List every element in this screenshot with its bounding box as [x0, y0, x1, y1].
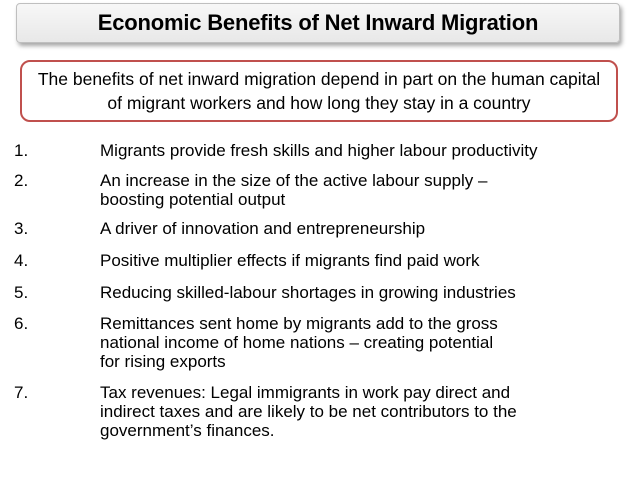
item-number: 4. — [14, 251, 29, 270]
item-number: 6. — [14, 314, 29, 333]
list-item — [0, 251, 630, 270]
item-text: An increase in the size of the active labour supply – boosting potential output — [100, 171, 488, 209]
list-item — [0, 283, 630, 302]
item-number: 1. — [14, 141, 29, 160]
item-text: Migrants provide fresh skills and higher labour productivity — [100, 141, 538, 160]
list-item — [0, 314, 630, 371]
item-number: 7. — [14, 383, 29, 402]
item-text: Reducing skilled-labour shortages in growing industries — [100, 283, 516, 302]
list-item — [0, 383, 630, 440]
item-text: Positive multiplier effects if migrants find paid work — [100, 251, 480, 270]
item-number: 2. — [14, 171, 29, 190]
list-item — [0, 141, 630, 160]
item-text: Remittances sent home by migrants add to the gross national income of home nations – creating potential for rising exports — [100, 314, 498, 371]
title-banner — [16, 3, 620, 43]
item-number: 5. — [14, 283, 29, 302]
subtitle-text: The benefits of net inward migration depend in part on the human capital of migrant workers and how long they stay in a country — [37, 69, 601, 113]
page-title: Economic Benefits of Net Inward Migration — [97, 10, 539, 35]
item-number: 3. — [14, 219, 29, 238]
item-text: Tax revenues: Legal immigrants in work pay direct and indirect taxes and are likely to be net contributors to the government’s finances. — [100, 383, 517, 440]
subtitle-callout — [20, 60, 618, 122]
item-text: A driver of innovation and entrepreneurship — [100, 219, 426, 238]
list-item — [0, 171, 630, 209]
list-item — [0, 219, 630, 238]
